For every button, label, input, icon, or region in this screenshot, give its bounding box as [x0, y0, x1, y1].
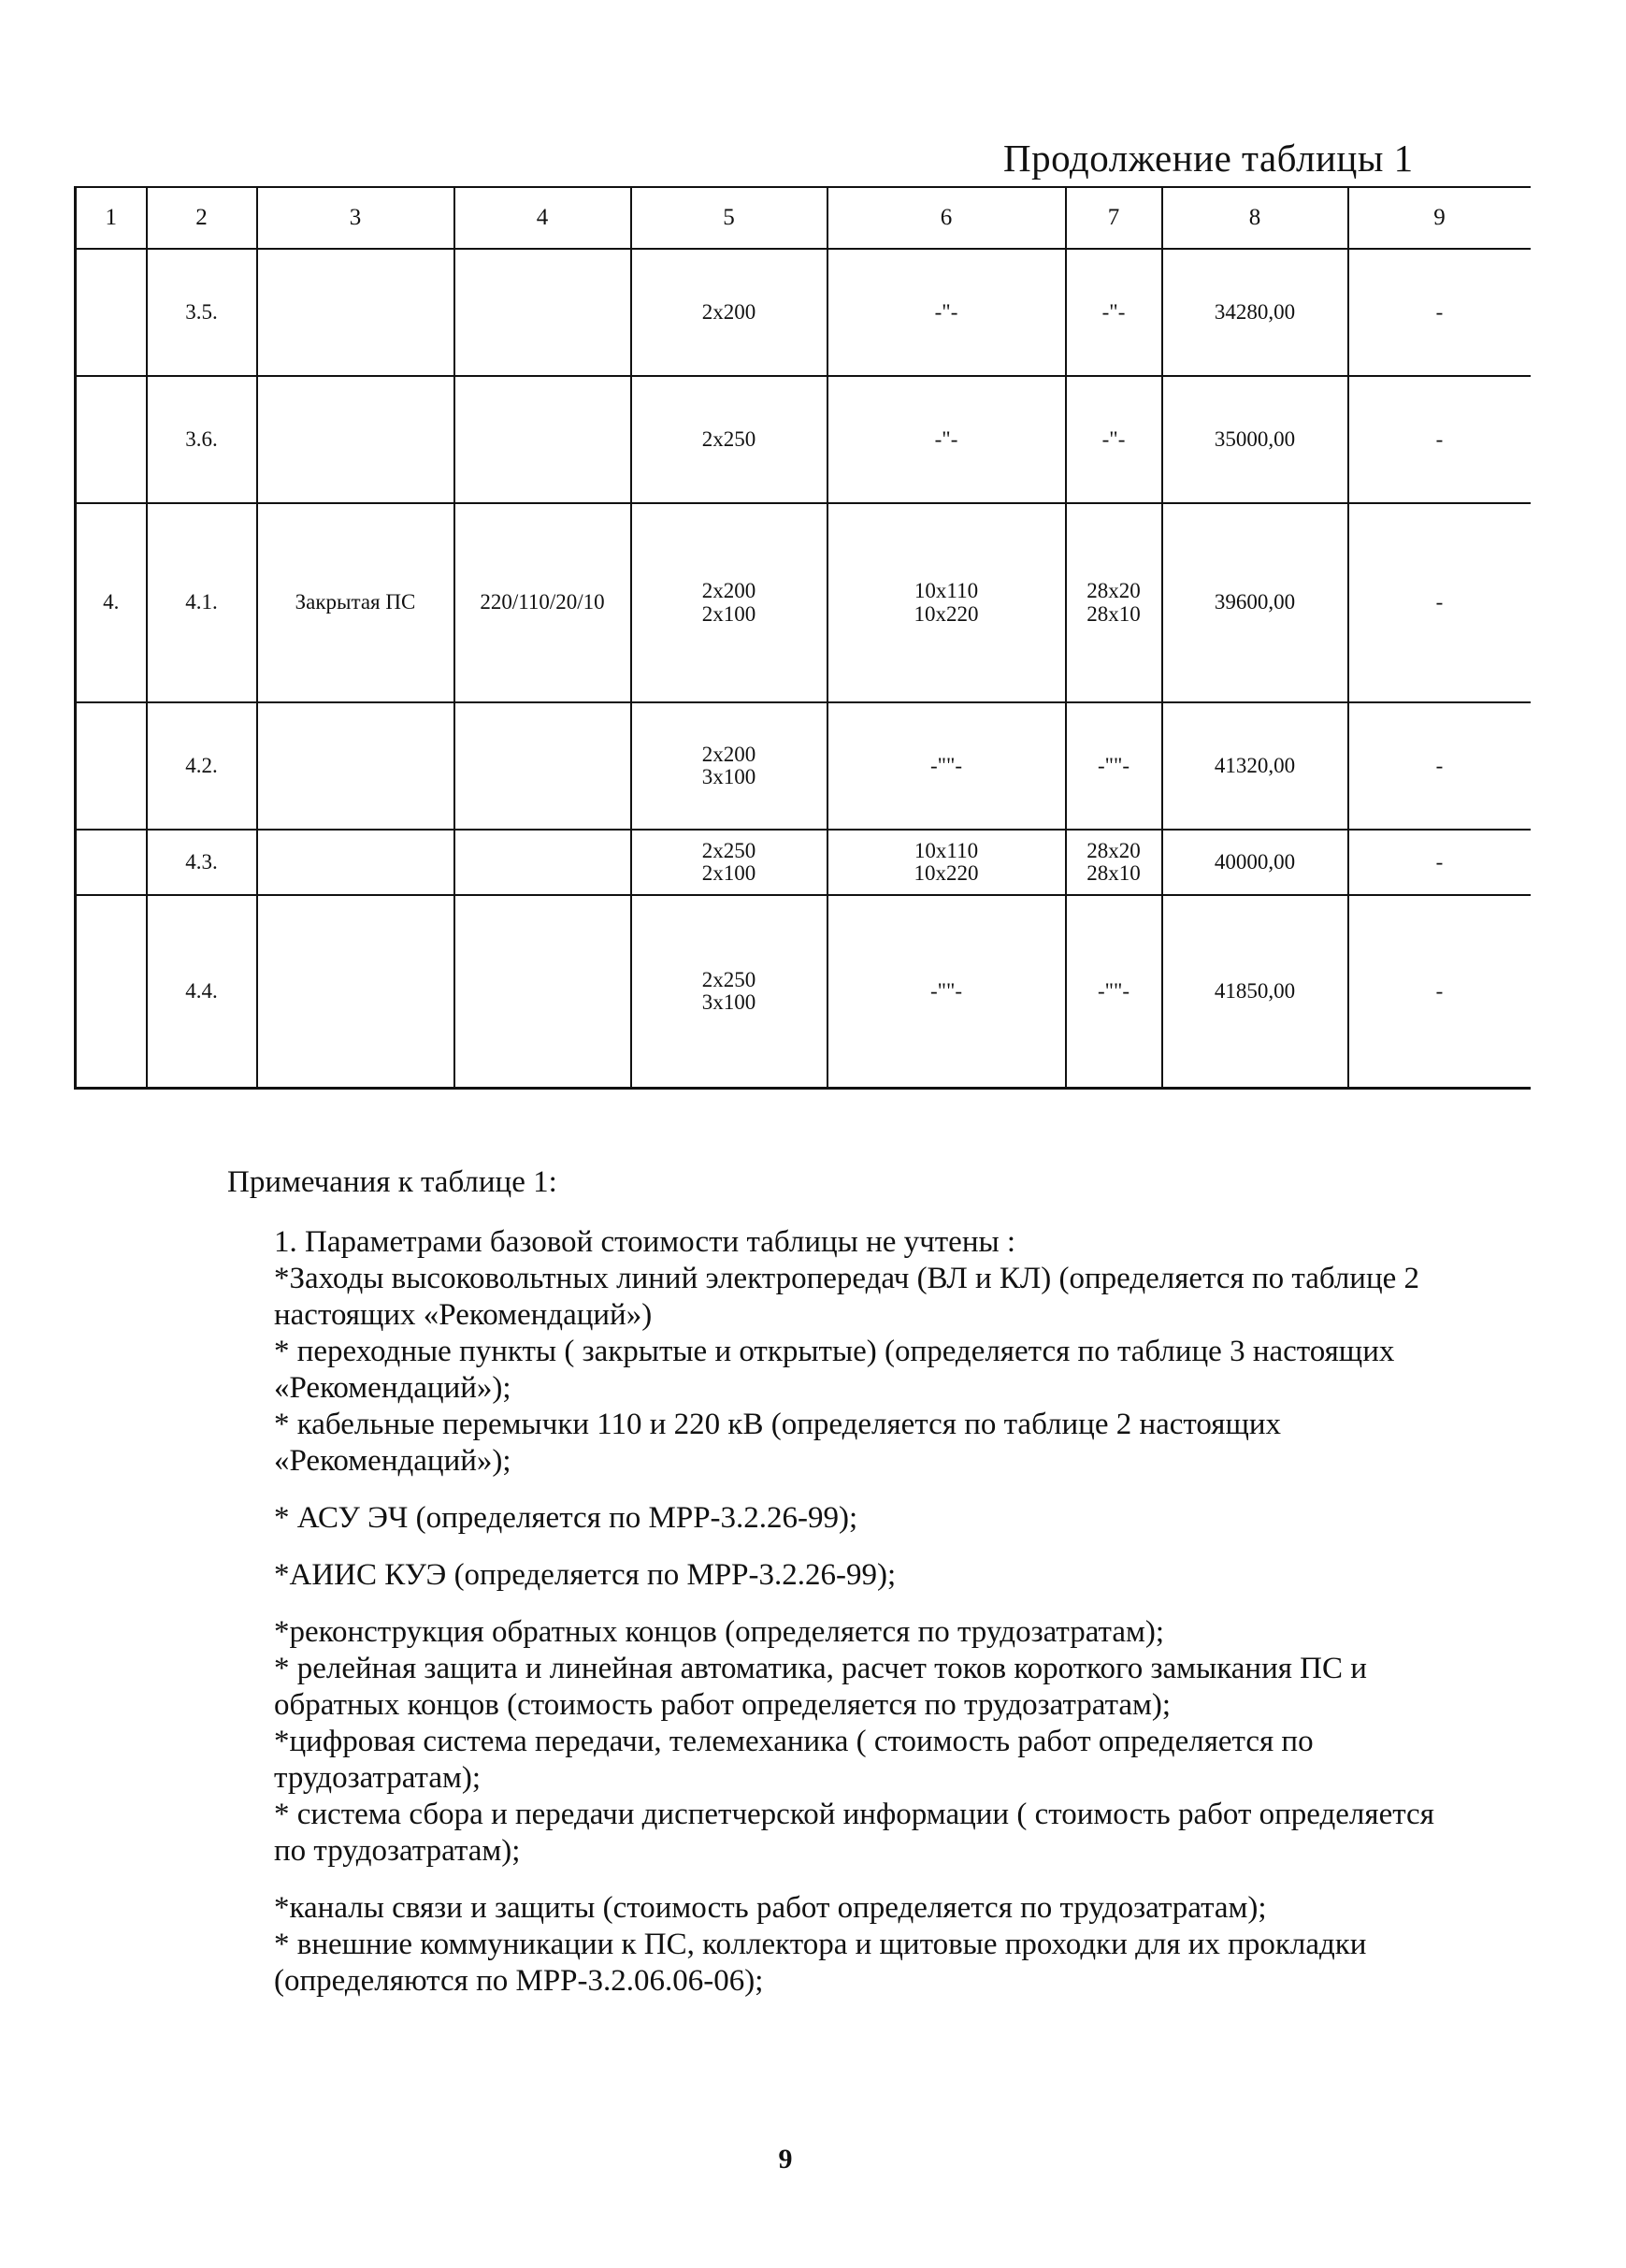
note-item: * внешние коммуникации к ПС, коллектора и щитовые проходки для их прокладки (определяются по МРР-3.2.06.06-06);	[274, 1928, 1367, 1998]
table-cell-col4	[454, 249, 631, 376]
table-cell-col8: 40000,00	[1162, 830, 1348, 895]
note-item: * АСУ ЭЧ (определяется по МРР-3.2.26-99);	[274, 1501, 858, 1535]
table-cell-col8: 39600,00	[1162, 503, 1348, 702]
table-cell-col5: 2x250 2x100	[631, 830, 827, 895]
table-cell-col2: 4.1.	[147, 503, 257, 702]
table-cell-col1	[76, 376, 147, 503]
table-cell-col4: 220/110/20/10	[454, 503, 631, 702]
table-cell-col8: 34280,00	[1162, 249, 1348, 376]
table-cell-col6: -""-	[827, 895, 1066, 1088]
table-row	[76, 249, 1531, 376]
table-cell-col4	[454, 702, 631, 830]
note-item: *цифровая система передачи, телемеханика ( стоимость работ определяется по трудозатратам);	[274, 1725, 1314, 1795]
table-row	[76, 830, 1531, 895]
note-item: * система сбора и передачи диспетчерской информации ( стоимость работ определяется по трудозатратам);	[274, 1798, 1434, 1868]
table-cell-col7: -""-	[1066, 702, 1162, 830]
table-cell-col8: 41850,00	[1162, 895, 1348, 1088]
page-number: 9	[778, 2144, 793, 2174]
table-cell-col9: -	[1348, 503, 1531, 702]
header-cell-5: 5	[631, 187, 827, 249]
note-item: *реконструкция обратных концов (определяется по трудозатратам);	[274, 1615, 1165, 1649]
header-cell-9: 9	[1348, 187, 1531, 249]
note-item: * переходные пункты ( закрытые и открытые) (определяется по таблице 3 настоящих «Рекомендаций»);	[274, 1335, 1395, 1405]
table-cell-col3	[257, 376, 454, 503]
note-item: *каналы связи и защиты (стоимость работ определяется по трудозатратам);	[274, 1891, 1267, 1925]
table-cell-col7: -"-	[1066, 249, 1162, 376]
table-cell-col6: 10x110 10x220	[827, 830, 1066, 895]
table-cell-col1	[76, 830, 147, 895]
table-cell-col7: 28x20 28x10	[1066, 503, 1162, 702]
table-cell-col1	[76, 249, 147, 376]
table-cell-col6: -""-	[827, 702, 1066, 830]
table-cell-col1: 4.	[76, 503, 147, 702]
table-cell-col3	[257, 895, 454, 1088]
note-item: 1. Параметрами базовой стоимости таблицы не учтены :	[274, 1225, 1016, 1259]
table-row	[76, 895, 1531, 1088]
header-cell-6: 6	[827, 187, 1066, 249]
table-cell-col4	[454, 830, 631, 895]
cost-table	[74, 186, 1531, 1090]
table-cell-col9: -	[1348, 249, 1531, 376]
table-cell-col5: 2x250 3x100	[631, 895, 827, 1088]
table-cell-col3	[257, 702, 454, 830]
table-cell-col3	[257, 830, 454, 895]
table-cell-col2: 4.4.	[147, 895, 257, 1088]
note-item: *Заходы высоковольтных линий электропередач (ВЛ и КЛ) (определяется по таблице 2 настоящих «Рекомендаций»)	[274, 1262, 1420, 1332]
notes-heading: Примечания к таблице 1:	[227, 1165, 557, 1199]
table-cell-col9: -	[1348, 895, 1531, 1088]
table-cell-col9: -	[1348, 830, 1531, 895]
table-cell-col1	[76, 895, 147, 1088]
note-item: * кабельные перемычки 110 и 220 кВ (определяется по таблице 2 настоящих «Рекомендаций»);	[274, 1408, 1282, 1478]
table-cell-col6: -"-	[827, 376, 1066, 503]
table-cell-col7: -""-	[1066, 895, 1162, 1088]
table-caption: Продолжение таблицы 1	[1003, 137, 1414, 180]
table-cell-col5: 2x200 3x100	[631, 702, 827, 830]
table-cell-col3	[257, 249, 454, 376]
header-cell-2: 2	[147, 187, 257, 249]
table-cell-col9: -	[1348, 702, 1531, 830]
table-cell-col9: -	[1348, 376, 1531, 503]
table-cell-col7: -"-	[1066, 376, 1162, 503]
table-cell-col6: 10x110 10x220	[827, 503, 1066, 702]
table-header-row	[76, 187, 1531, 249]
table-row	[76, 702, 1531, 830]
table-cell-col2: 3.6.	[147, 376, 257, 503]
table-cell-col4	[454, 895, 631, 1088]
table-cell-col5: 2x250	[631, 376, 827, 503]
header-cell-4: 4	[454, 187, 631, 249]
table-cell-col2: 4.3.	[147, 830, 257, 895]
header-cell-3: 3	[257, 187, 454, 249]
table-cell-col3: Закрытая ПС	[257, 503, 454, 702]
header-cell-7: 7	[1066, 187, 1162, 249]
header-cell-8: 8	[1162, 187, 1348, 249]
table-cell-col5: 2x200 2x100	[631, 503, 827, 702]
table-cell-col8: 41320,00	[1162, 702, 1348, 830]
table-row	[76, 376, 1531, 503]
header-cell-1: 1	[76, 187, 147, 249]
notes-body	[274, 1224, 1443, 2000]
table-cell-col1	[76, 702, 147, 830]
table-cell-col2: 3.5.	[147, 249, 257, 376]
table-cell-col2: 4.2.	[147, 702, 257, 830]
table-cell-col5: 2x200	[631, 249, 827, 376]
table-cell-col4	[454, 376, 631, 503]
note-item: *АИИС КУЭ (определяется по МРР-3.2.26-99);	[274, 1558, 897, 1592]
notes-section	[227, 1164, 1443, 2000]
table-cell-col8: 35000,00	[1162, 376, 1348, 503]
table-row	[76, 503, 1531, 702]
table-cell-col7: 28x20 28x10	[1066, 830, 1162, 895]
table-cell-col6: -"-	[827, 249, 1066, 376]
note-item: * релейная защита и линейная автоматика, расчет токов короткого замыкания ПС и обратных концов (стоимость работ определяется по трудозатратам);	[274, 1652, 1367, 1722]
